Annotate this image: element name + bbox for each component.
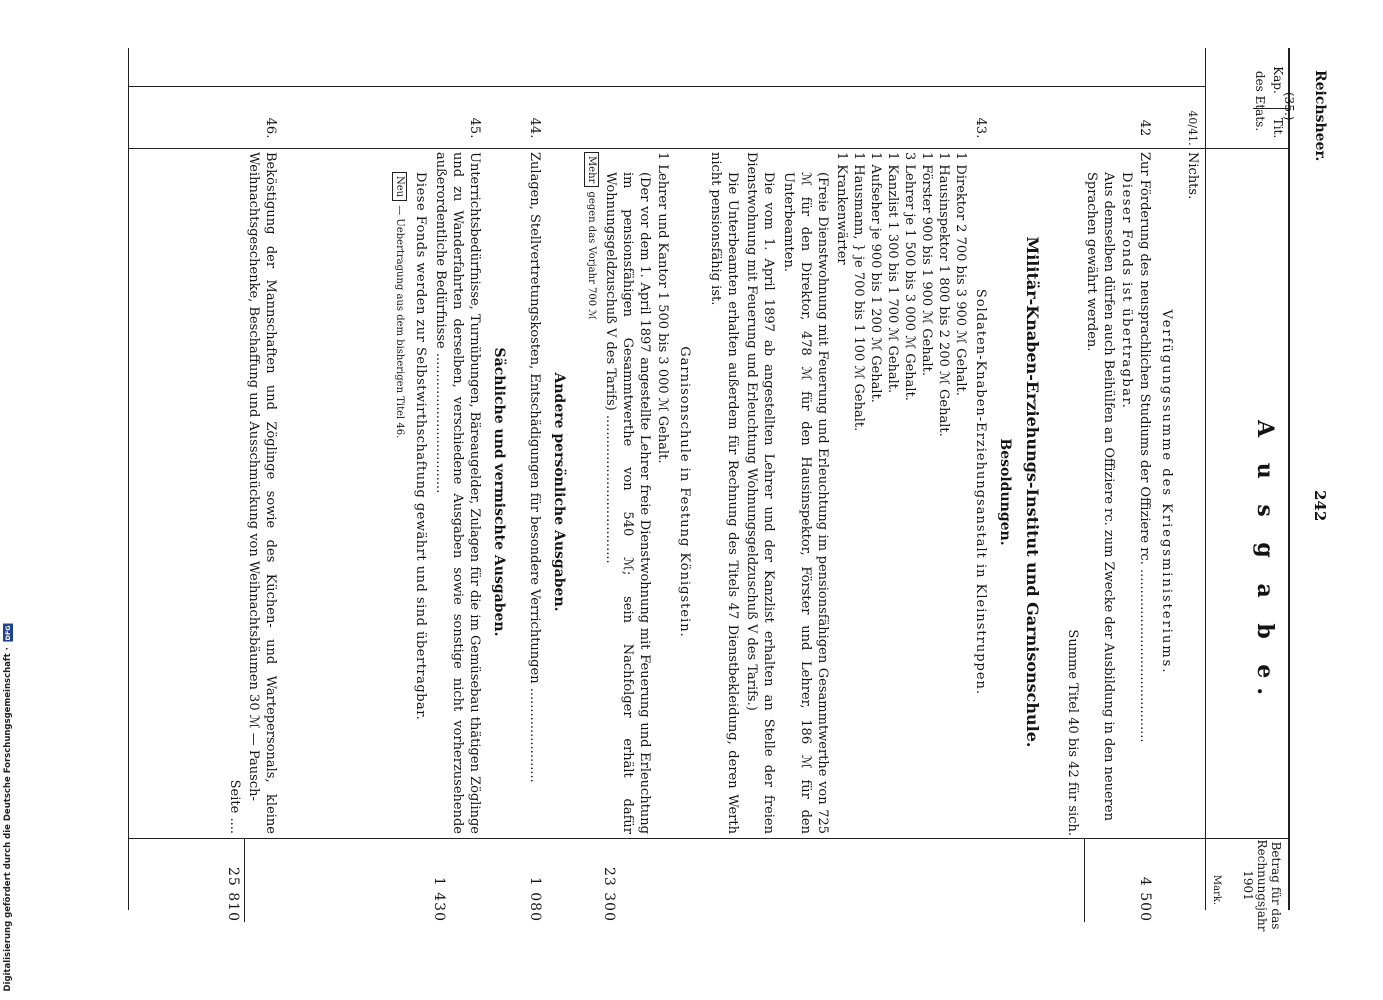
note-text: — Uebertragung aus dem bisherigen Titel 46.	[394, 205, 405, 439]
staff-line: 1 Förster 900 bis 1 900 ℳ Gehalt.	[919, 152, 934, 377]
staff-list	[833, 152, 969, 832]
entry-note: Aus demselben dürfen auch Beihülfen an Offiziere rc. zum Zwecke der Ausbildung in den neueren Sprachen gewährt werden.	[1084, 172, 1116, 821]
amount: 1 080	[527, 876, 543, 922]
page-number: 242	[1311, 490, 1329, 522]
amount: 1 430	[431, 876, 447, 922]
kap-number: (35.)	[1282, 92, 1296, 121]
section-heading: Verfügungssumme des Kriegsministeriums.	[1159, 309, 1174, 675]
subsection-heading: Garnisonschule in Festung Königstein.	[677, 346, 692, 638]
dfg-logo: DFG	[4, 625, 12, 641]
staff-line: 1 Direktor 2 700 bis 3 900 ℳ Gehalt.	[953, 152, 968, 396]
section-heading: Andere persönliche Ausgaben.	[551, 372, 567, 612]
tit-number: 42	[1137, 119, 1152, 137]
staff-line: 3 Lehrer je 1 500 bis 3 000 ℳ Gehalt.	[902, 152, 917, 401]
entry-note: (Der vor dem 1. April 1897 angestellte Lehrer freie Dienstwohnung mit Feuerung und Erleuchtung im pensionsfähigen Gesammtwerthe von 540 ℳ; sein Nachfolger erhält dafür Wohnungsgeldzuschuß V des Tarifs) ....................................	[603, 172, 652, 834]
entry-note: Dieser Fonds ist übertragbar.	[1119, 172, 1134, 410]
digitization-credit	[3, 624, 13, 992]
staff-line: 1 Aufseher je 900 bis 1 200 ℳ Gehalt.	[868, 152, 883, 403]
staff-line: 1 Kanzlist 1 300 bis 1 700 ℳ Gehalt.	[885, 152, 900, 394]
carry-forward-label: Seite ....	[227, 779, 242, 834]
tit-number: 43.	[973, 117, 988, 139]
etat-label: des Etats.	[1253, 70, 1267, 132]
total-rule	[244, 838, 245, 922]
note-label: Mehr	[584, 152, 599, 187]
entry-note: Die vom 1. April 1897 ab angestellten Lehrer und der Kanzlist erhalten an Stelle der freien Dienstwohnung mit Feuerung und Erleuchtung Wohnungsgeldzuschuß V des Tarifs.)	[744, 152, 776, 834]
entry-note: (Freie Dienstwohnung mit Feuerung und Erleuchtung im pensionsfähigen Gesammtwerthe von 725 ℳ für den Direktor, 478 ℳ für den Hausinspektor, Förster und Lehrer, 186 ℳ für den Unterbeamten.	[781, 172, 830, 834]
running-head: Reichsheer.	[1312, 70, 1328, 162]
entry-text: Zulagen, Stellvertretungskosten, Entschädigungen für besondere Verrichtungen .......................	[527, 152, 542, 783]
staff-line: 1 Hausinspektor 1 800 bis 2 200 ℳ Gehalt.	[936, 152, 951, 437]
bottom-rule	[128, 48, 129, 910]
change-note	[391, 172, 409, 438]
page-title: A u s g a b e.	[1252, 420, 1278, 705]
section-heading: Militär-Knaben-Erziehungs-Institut und Garnisonschule.	[1023, 236, 1042, 748]
sum-line: Summe Titel 40 bis 42 für sich.	[1065, 629, 1080, 836]
entry-text: Zur Förderung des neusprachlichen Studiums der Offiziere rc. ..........................................	[1137, 152, 1152, 743]
note-label: Neu	[392, 172, 407, 201]
tit-number: 44.	[527, 117, 542, 139]
amount: 23 300	[601, 867, 617, 922]
section-heading: Besoldungen.	[997, 438, 1013, 546]
section-heading: Sächliche und vermischte Ausgaben.	[491, 347, 507, 637]
tit-number: 45.	[467, 117, 482, 139]
mark-label: Mark.	[1211, 874, 1222, 906]
entry-note: Diese Fonds werden zur Selbstwirthschaftung gewährt und sind übertragbar.	[413, 172, 428, 721]
entry-note: Die Unterbeamten erhalten außerdem für Rechnung des Titels 47 Dienstbekleidung, deren Werth nicht pensionsfähig ist.	[708, 152, 740, 834]
header-rule	[1205, 48, 1206, 910]
subsection-heading: Soldaten-Knaben-Erziehungsanstalt in Kleinstruppen.	[973, 288, 988, 696]
betrag-column-header: Betrag für das Rechnungsjahr 1901	[1241, 839, 1283, 932]
top-rule	[1288, 48, 1290, 910]
entry-text: Beköstigung der Mannschaften und Zöglinge sowie des Küchen- und Wartepersonals, kleine Weihnachtsgeschenke, Beschaffung und Ausschmückung von Weihnachtsbäumen 30 ℳ — Pausch-	[246, 152, 278, 834]
amount-column-divider	[129, 838, 1289, 839]
amount: 25 810	[225, 867, 241, 922]
tit-number: 40/41.	[1186, 110, 1199, 146]
tit-label: Tit.	[1271, 117, 1285, 139]
staff-line: 1 Krankenwärter	[834, 152, 849, 265]
entry-text: Nichts.	[1185, 152, 1200, 200]
staff-line: 1 Hausmann, } je 700 bis 1 100 ℳ Gehalt.	[851, 152, 866, 432]
tit-number: 46.	[263, 117, 278, 139]
note-text: gegen das Vorjahr 700 ℳ	[586, 191, 597, 320]
staff-line: 1 Lehrer und Kantor 1 500 bis 3 000 ℳ Gehalt.	[655, 152, 670, 464]
kap-label: Kap.	[1271, 66, 1285, 94]
amount: 4 500	[1137, 876, 1153, 922]
sum-rule	[1084, 838, 1085, 922]
entry-text: Unterrichtsbedürfnisse, Turnübungen, Bäreaugelder, Zulagen für die im Gemüsebau thätigen Zöglinge und zu Wanderfahrten derselben, verschiedene Ausgaben sowie sonstige nicht vorherzusehende außerordentliche Bedürfnisse ..................................	[433, 152, 482, 834]
change-note	[583, 152, 601, 320]
tit-column-divider	[129, 148, 1289, 149]
kap-column-divider	[129, 86, 1205, 87]
credit-text: Digitalisierung gefördert durch die Deutsche Forschungsgemeinschaft ·	[3, 647, 13, 992]
